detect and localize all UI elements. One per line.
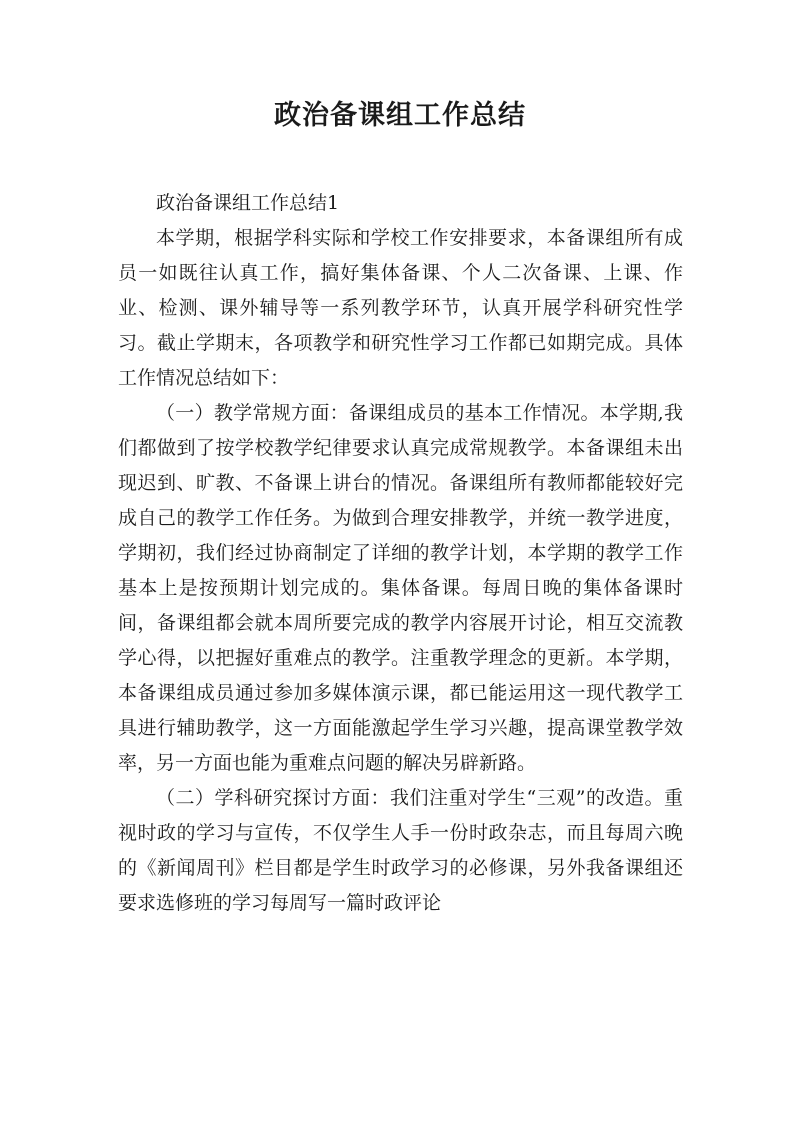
document-body bbox=[118, 186, 683, 921]
section-subheading: 政治备课组工作总结1 bbox=[156, 192, 340, 214]
paragraph-teaching-routine: （一）教学常规方面：备课组成员的基本工作情况。本学期,我们都做到了按学校教学纪律要求认真完成常规教学。本备课组未出现迟到、旷教、不备课上讲台的情况。备课组所有教师都能较好完成自己的教学工作任务。为做到合理安排教学，并统一教学进度，学期初，我们经过协商制定了详细的教学计划，本学期的教学工作基本上是按预期计划完成的。集体备课。每周日晚的集体备课时间，备课组都会就本周所要完成的教学内容展开讨论，相互交流教学心得，以把握好重难点的教学。注重教学理念的更新。本学期，本备课组成员通过参加多媒体演示课，都已能运用这一现代教学工具进行辅助教学，这一方面能激起学生学习兴趣，提高课堂教学效率，另一方面也能为重难点问题的解决另辟新路。 bbox=[118, 402, 683, 774]
document-title: 政治备课组工作总结 bbox=[274, 100, 526, 131]
paragraph-subject-research: （二）学科研究探讨方面：我们注重对学生“三观”的改造。重视时政的学习与宣传，不仅学生人手一份时政杂志，而且每周六晚的《新闻周刊》栏目都是学生时政学习的必修课，另外我备课组还要求选修班的学习每周写一篇时政评论 bbox=[118, 787, 683, 914]
paragraph-intro: 本学期，根据学科实际和学校工作安排要求，本备课组所有成员一如既往认真工作，搞好集体备课、个人二次备课、上课、作业、检测、课外辅导等一系列教学环节，认真开展学科研究性学习。截止学期末，各项教学和研究性学习工作都已如期完成。具体工作情况总结如下： bbox=[118, 227, 683, 389]
